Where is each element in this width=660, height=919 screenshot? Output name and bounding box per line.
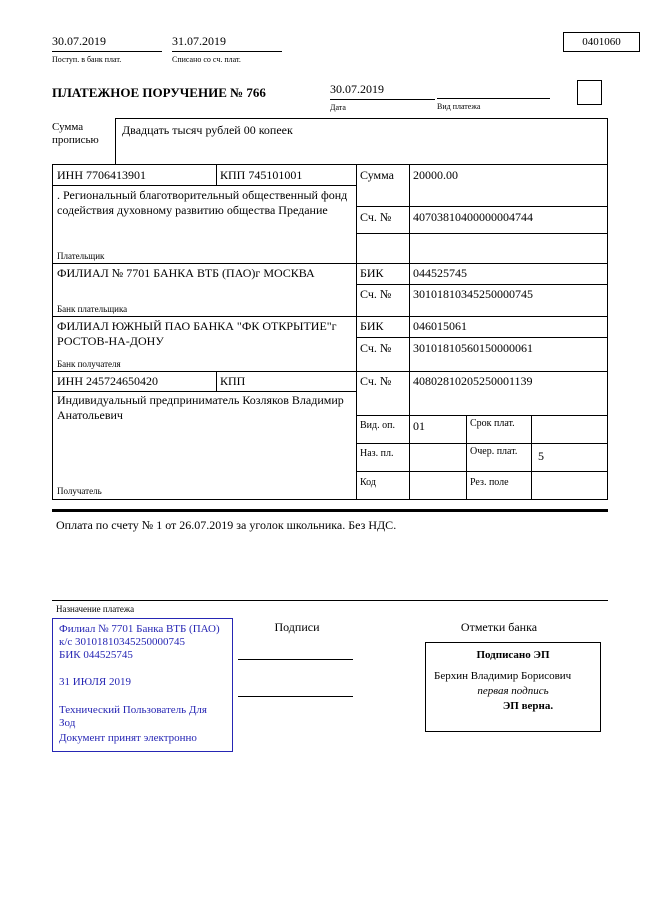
table-line [53, 316, 607, 317]
payee-bank-name: ФИЛИАЛ ЮЖНЫЙ ПАО БАНКА "ФК ОТКРЫТИЕ"г РОСТОВ-НА-ДОНУ [57, 319, 337, 348]
naz-pl-label: Наз. пл. [360, 448, 394, 459]
bank-marks-label: Отметки банка [460, 620, 538, 634]
date-written-off-value: 31.07.2019 [172, 34, 282, 52]
payer-inn: ИНН 7706413901 [57, 168, 146, 182]
kod-label: Код [360, 477, 376, 488]
table-line [356, 443, 607, 444]
rez-pole-label: Рез. поле [470, 477, 509, 488]
ocher-plat-value: 5 [538, 449, 544, 463]
payee-bank-account-value: 30101810560150000061 [413, 341, 533, 355]
table-line [356, 337, 607, 338]
payee-bank-section-label: Банк получателя [57, 359, 121, 369]
bank-stamp-line: к/с 30101810345250000745 [59, 636, 186, 649]
payee-bank-bik-value: 046015061 [413, 319, 467, 333]
date-written-off-label: Списано со сч. плат. [172, 55, 241, 64]
purpose-label: Назначение платежа [56, 604, 135, 614]
table-line [53, 263, 607, 264]
payee-account-label: Сч. № [360, 374, 392, 388]
requisites-table [52, 164, 608, 500]
table-line [531, 415, 532, 499]
payer-name: . Региональный благотворительный общественный фонд содействия духовному развитию общества Предание [57, 188, 348, 217]
table-line [356, 206, 607, 207]
bank-stamp-date: 31 ИЮЛЯ 2019 [59, 675, 131, 688]
date-received-field [52, 34, 162, 65]
amount-words-value: Двадцать тысяч рублей 00 копеек [115, 118, 608, 164]
separator-line [52, 509, 608, 512]
payer-bank-name: ФИЛИАЛ № 7701 БАНКА ВТБ (ПАО)г МОСКВА [57, 266, 315, 280]
vid-op-value: 01 [413, 419, 425, 433]
ep-stamp-subtitle: первая подпись [477, 685, 549, 698]
payer-kpp: КПП 745101001 [220, 168, 303, 182]
amount-value: 20000.00 [413, 168, 458, 182]
payee-bank-bik-label: БИК [360, 319, 384, 333]
bank-stamp-note: Документ принят электронно [59, 732, 197, 745]
ocher-plat-label: Очер. плат. [470, 446, 518, 457]
table-line [356, 284, 607, 285]
vid-op-label: Вид. оп. [360, 420, 395, 431]
ep-stamp-title: Подписано ЭП [476, 649, 550, 661]
payer-bank-account-value: 30101810345250000745 [413, 287, 533, 301]
table-line [216, 371, 217, 391]
table-line [53, 391, 356, 392]
bank-stamp-operator: Технический Пользователь Для Зод [59, 703, 207, 729]
date-written-off-field [172, 34, 282, 65]
bank-stamp [52, 618, 233, 752]
document-date-label: Дата [330, 103, 346, 112]
payer-bank-bik-label: БИК [360, 266, 384, 280]
payer-bank-account-label: Сч. № [360, 287, 392, 301]
date-received-label: Поступ. в банк плат. [52, 55, 122, 64]
payee-kpp-label: КПП [220, 374, 246, 388]
document-title: ПЛАТЕЖНОЕ ПОРУЧЕНИЕ № 766 [52, 85, 266, 100]
document-date-value: 30.07.2019 [330, 82, 435, 100]
date-received-value: 30.07.2019 [52, 34, 162, 52]
payer-bank-section-label: Банк плательщика [57, 304, 128, 314]
table-line [53, 185, 356, 186]
amount-words-label: Сумма прописью [52, 121, 99, 147]
payment-type-field [437, 82, 550, 112]
payer-section-label: Плательщик [57, 251, 105, 261]
table-line [53, 371, 607, 372]
table-line [409, 165, 410, 499]
table-line [356, 415, 607, 416]
payee-bank-account-label: Сч. № [360, 341, 392, 355]
signature-line [238, 696, 353, 697]
table-line [356, 233, 607, 234]
purpose-underline [52, 600, 608, 601]
payee-inn: ИНН 245724650420 [57, 374, 158, 388]
payee-name: Индивидуальный предприниматель Козляков Владимир Анатольевич [57, 393, 344, 422]
table-line [216, 165, 217, 185]
document-date-field [330, 82, 435, 113]
table-line [356, 165, 357, 499]
ep-stamp-name: Берхин Владимир Борисович [434, 670, 572, 683]
purpose-text: Оплата по счету № 1 от 26.07.2019 за уголок школьника. Без НДС. [56, 518, 397, 532]
srok-plat-label: Срок плат. [470, 418, 515, 429]
electronic-signature-stamp [425, 642, 601, 732]
payee-account-value: 40802810205250001139 [413, 374, 533, 388]
payer-account-value: 40703810400000004744 [413, 210, 533, 224]
table-line [356, 471, 607, 472]
payment-type-code-box [577, 80, 602, 105]
payer-bank-bik-value: 044525745 [413, 266, 467, 280]
table-line [466, 415, 467, 499]
signatures-label: Подписи [274, 620, 320, 634]
amount-label: Сумма [360, 168, 394, 182]
form-code-box: 0401060 [563, 32, 640, 52]
payee-section-label: Получатель [57, 486, 102, 496]
payment-type-label: Вид платежа [437, 102, 481, 111]
ep-stamp-verified: ЭП верна. [502, 699, 554, 712]
bank-stamp-line: Филиал № 7701 Банка ВТБ (ПАО) [59, 623, 220, 635]
payer-account-label: Сч. № [360, 210, 392, 224]
payment-type-value [437, 82, 550, 99]
signature-line [238, 659, 353, 660]
bank-stamp-line: БИК 044525745 [59, 649, 133, 662]
